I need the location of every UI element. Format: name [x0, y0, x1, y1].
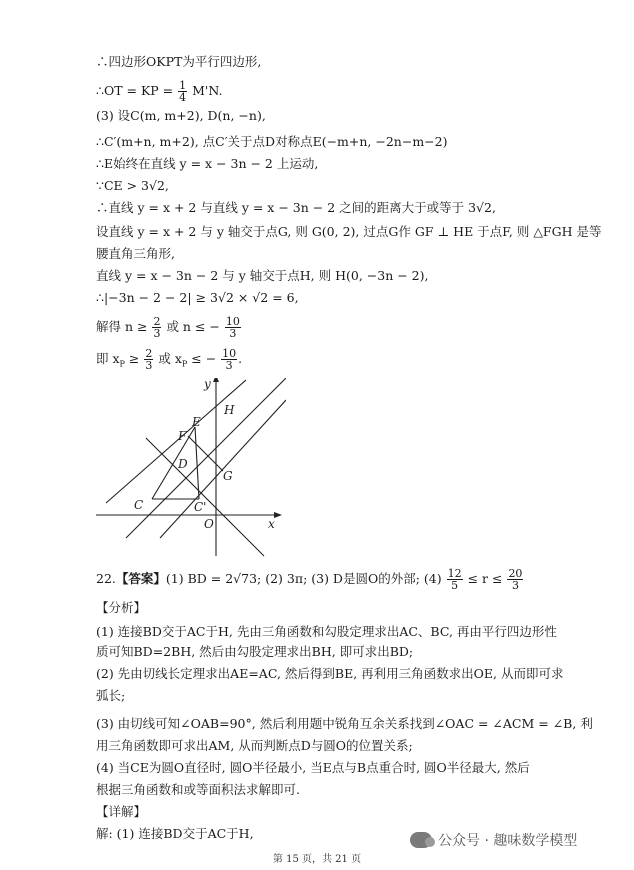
fraction: $\frac{20}{3}$	[508, 567, 523, 592]
analysis-heading: 【分析】	[96, 600, 147, 615]
analysis-line: (1) 连接BD交于AC于H, 先由三角函数和勾股定理求出AC、BC, 再由平行四边形性	[96, 624, 557, 639]
label-G: G	[223, 469, 233, 483]
detail-line: 解: (1) 连接BD交于AC于H,	[96, 826, 254, 841]
text-line: 即 $x_P$ ≥ $\frac{2}{3}$ 或 $x_P$ ≤ − $\frac{10}{3}$ .	[96, 347, 243, 372]
geometry-figure	[96, 378, 286, 558]
analysis-line: 弧长;	[96, 688, 126, 703]
text-line: 直线 y = x − 3n − 2 与 y 轴交于点H, 则 H(0, −3n − 2),	[96, 268, 429, 283]
analysis-line: 根据三角函数和或等面积法求解即可.	[96, 782, 300, 797]
x-axis-arrow	[274, 512, 282, 518]
label-y: y	[204, 378, 211, 391]
text-line: 设直线 y = x + 2 与 y 轴交于点G, 则 G(0, 2), 过点G作 GF ⊥ HE 于点F, 则 △FGH 是等	[96, 224, 602, 239]
label-E: E	[192, 415, 201, 429]
label-H: H	[224, 403, 235, 417]
text-line: ∴四边形OKPT为平行四边形,	[96, 54, 262, 69]
text-line: ∵CE > 3√2,	[96, 178, 169, 193]
fraction: $\frac{12}{5}$	[447, 567, 462, 592]
label-F: F	[178, 429, 187, 443]
line-through-O	[146, 438, 264, 556]
label-x: x	[268, 517, 275, 531]
text-line: ∴直线 y = x + 2 与直线 y = x − 3n − 2 之间的距离大于或等于 3√2,	[96, 200, 496, 215]
analysis-line: 质可知BD=2BH, 然后由勾股定理求出BH, 即可求出BD;	[96, 644, 414, 659]
text-line: 解得 n ≥ $\frac{2}{3}$ 或 n ≤ − $\frac{10}{3}$	[96, 315, 240, 340]
analysis-line: 用三角函数即可求出AM, 从而判断点D与圆O的位置关系;	[96, 738, 413, 753]
q22-answer: 22.【答案】(1) BD = 2√73; (2) 3π; (3) D是圆O的外部; (4) $\frac{12}{5}$ ≤ r ≤ $\frac{20}{3}$	[96, 567, 523, 592]
text-line: ∴C′(m+n, m+2), 点C′关于点D对称点E(−m+n, −2n−m−2)	[96, 134, 448, 149]
segment-CE	[152, 427, 195, 499]
fraction: $\frac{2}{3}$	[145, 347, 153, 372]
label-C: C	[134, 498, 144, 512]
fraction: $\frac{1}{4}$	[179, 79, 187, 104]
text-line: ∴E始终在直线 y = x − 3n − 2 上运动,	[96, 156, 319, 171]
line-through-C	[106, 380, 246, 503]
analysis-line: (2) 先由切线长定理求出AE=AC, 然后得到BE, 再利用三角函数求出OE, 从而即可求	[96, 666, 564, 681]
watermark: 公众号 · 趣味数学模型	[410, 830, 577, 850]
y-axis-arrow	[213, 378, 219, 382]
fraction: $\frac{2}{3}$	[153, 315, 161, 340]
analysis-line: (3) 由切线可知∠OAB=90°, 然后利用题中锐角互余关系找到∠OAC = ∠ACM = ∠B, 利	[96, 716, 593, 731]
label-D: D	[178, 457, 188, 471]
wechat-icon	[410, 832, 432, 848]
line-through-G	[126, 378, 286, 538]
text-line: 腰直角三角形,	[96, 246, 175, 261]
text-line: ∴OT = KP = $\frac{1}{4}$ M'N.	[96, 79, 223, 104]
segment-FG	[188, 436, 223, 471]
text-line: ∴|−3n − 2 − 2| ≥ 3√2 × √2 = 6,	[96, 290, 299, 305]
fraction: $\frac{10}{3}$	[222, 347, 237, 372]
label-C-prime: C'	[194, 500, 207, 514]
label-O: O	[204, 517, 214, 531]
text-line: (3) 设C(m, m+2), D(n, −n),	[96, 108, 266, 123]
page-footer: 第 15 页，共 21 页	[272, 854, 362, 865]
detail-heading: 【详解】	[96, 804, 147, 819]
analysis-line: (4) 当CE为圆O直径时, 圆O半径最小, 当E点与B点重合时, 圆O半径最大, 然后	[96, 760, 530, 775]
fraction: $\frac{10}{3}$	[225, 315, 240, 340]
